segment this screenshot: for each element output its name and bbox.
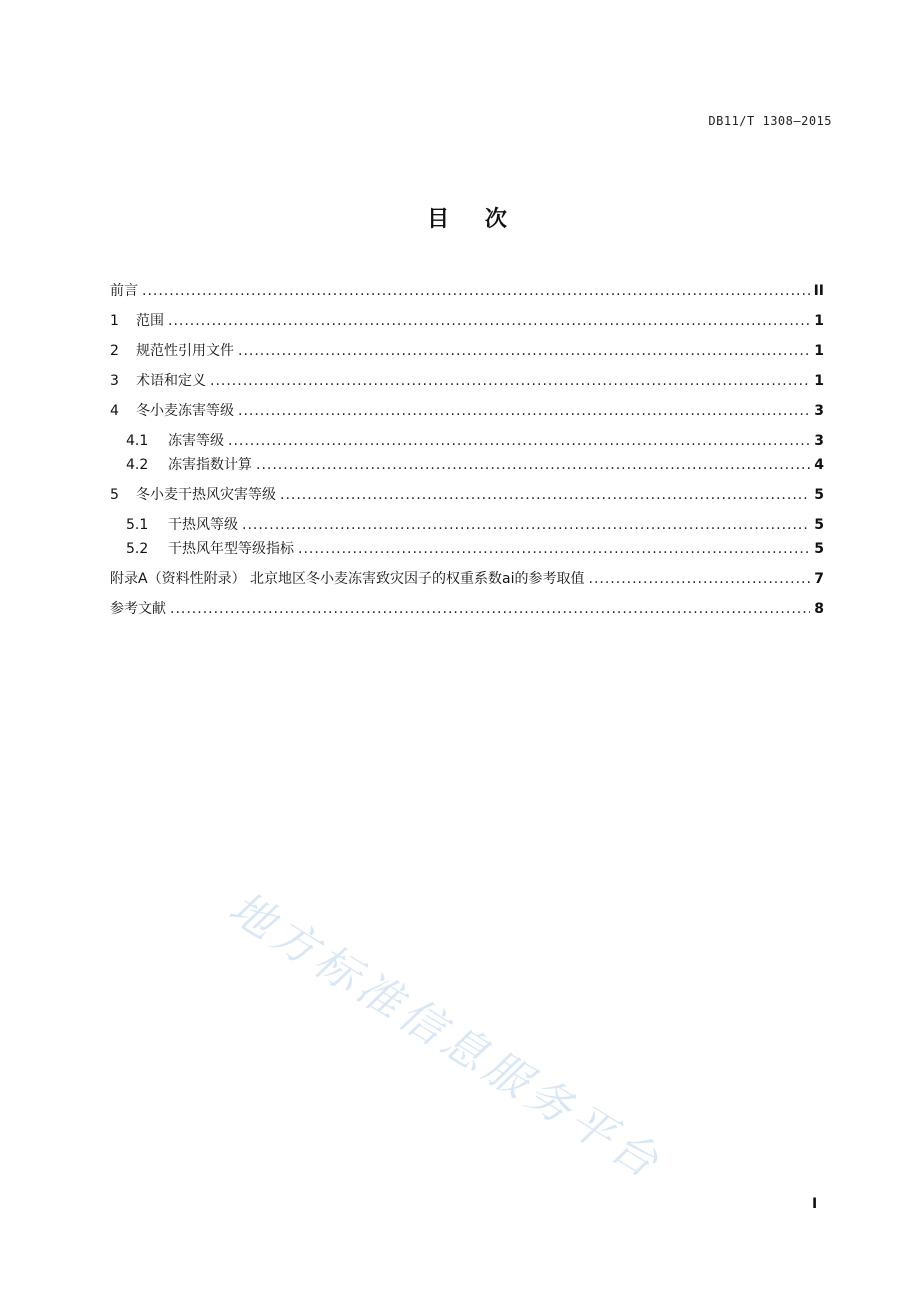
toc-entry-label: 参考文献 [110, 601, 166, 617]
toc-entry-label: 冬小麦干热风灾害等级 [136, 487, 276, 503]
toc-leader-dots [280, 487, 810, 503]
toc-entry-page: 3 [814, 433, 824, 449]
toc-entry-number: 3 [110, 373, 119, 389]
toc-entry-page: 3 [814, 403, 824, 419]
toc-entry-number: 4.2 [126, 457, 149, 473]
page-number: I [812, 1196, 818, 1212]
toc-entry-freeze-index[interactable] [126, 454, 824, 474]
toc-leader-dots [256, 457, 810, 473]
toc-entry-page: 8 [814, 601, 824, 617]
toc-entry-number: 2 [110, 343, 119, 359]
toc-entry-label: 冻害指数计算 [168, 457, 252, 473]
toc-entry-number: 5 [110, 487, 119, 503]
toc-entry-label: 冻害等级 [168, 433, 224, 449]
toc-entry-foreword[interactable] [110, 280, 824, 300]
toc-entry-scope[interactable] [110, 310, 824, 330]
toc-entry-label: 干热风等级 [168, 517, 238, 533]
toc-title: 目 次 [427, 207, 521, 232]
toc-entry-page: 1 [814, 313, 824, 329]
toc-entry-number: 5.2 [126, 541, 149, 557]
toc-entry-dry-hot-wind[interactable] [110, 484, 824, 504]
toc-entry-appendix-a[interactable] [110, 568, 824, 588]
toc-entry-page: 5 [814, 517, 824, 533]
toc-entry-label: 前言 [110, 283, 138, 299]
toc-entry-number: 4 [110, 403, 119, 419]
toc-entry-page: 5 [814, 487, 824, 503]
toc-entry-page: 5 [814, 541, 824, 557]
toc-entry-label: 术语和定义 [136, 373, 206, 389]
toc-entry-page: 7 [814, 571, 824, 587]
toc-entry-label: 附录A（资料性附录） 北京地区冬小麦冻害致灾因子的权重系数ai的参考取值 [110, 571, 585, 587]
toc-entry-freeze-grade[interactable] [126, 430, 824, 450]
toc-entry-page: 4 [814, 457, 824, 473]
toc-entry-bibliography[interactable] [110, 598, 824, 618]
toc-entry-dry-hot-wind-grade[interactable] [126, 514, 824, 534]
toc-entry-terms[interactable] [110, 370, 824, 390]
toc-leader-dots [228, 433, 810, 449]
toc-entry-label: 冬小麦冻害等级 [136, 403, 234, 419]
toc-leader-dots [238, 343, 810, 359]
toc-entry-page: 1 [814, 343, 824, 359]
toc-leader-dots [238, 403, 810, 419]
toc-entry-normative-references[interactable] [110, 340, 824, 360]
toc-entry-number: 1 [110, 313, 119, 329]
toc-entry-label: 范围 [136, 313, 164, 329]
toc-entry-freeze-damage[interactable] [110, 400, 824, 420]
toc-leader-dots [589, 571, 811, 587]
toc-entry-number: 5.1 [126, 517, 149, 533]
standard-code: DB11/T 1308—2015 [708, 114, 832, 128]
toc-leader-dots [170, 601, 810, 617]
toc-entry-dry-hot-wind-year[interactable] [126, 538, 824, 558]
toc-leader-dots [242, 517, 810, 533]
toc-entry-page: II [813, 283, 824, 299]
toc-leader-dots [142, 283, 810, 299]
toc-leader-dots [168, 313, 810, 329]
toc-entry-label: 规范性引用文件 [136, 343, 234, 359]
watermark: 地方标准信息服务平台 [220, 882, 672, 1191]
toc-leader-dots [210, 373, 810, 389]
toc-entry-page: 1 [814, 373, 824, 389]
toc-leader-dots [298, 541, 810, 557]
toc-entry-number: 4.1 [126, 433, 149, 449]
toc-entry-label: 干热风年型等级指标 [168, 541, 294, 557]
